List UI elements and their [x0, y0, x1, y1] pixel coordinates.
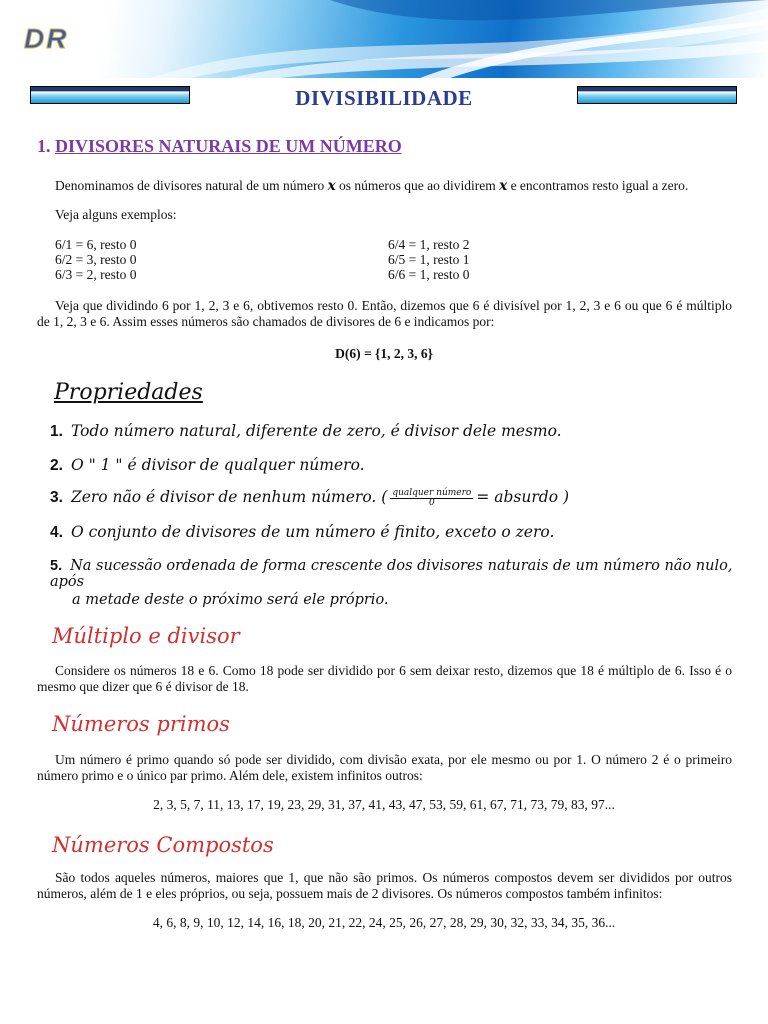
logo-subtitle: CIÊNCIAS EXATAS: [26, 53, 120, 60]
property-text: = absurdo ): [476, 488, 569, 506]
example-line: 6/2 = 3, resto 0: [55, 252, 137, 267]
compostos-heading: Números Compostos: [52, 833, 274, 857]
example-line: 6/6 = 1, resto 0: [388, 267, 470, 282]
property-text: O " 1 " é divisor de qualquer número.: [70, 456, 365, 474]
examples-label: Veja alguns exemplos:: [55, 207, 177, 222]
property-number: 4.: [50, 524, 63, 541]
intro-text-a: Denominamos de divisores natural de um número: [55, 178, 325, 193]
property-text: O conjunto de divisores de um número é finito, exceto o zero.: [70, 523, 555, 541]
fraction-denominator: 0: [428, 497, 435, 508]
property-item: [50, 558, 768, 590]
section-number: 1.: [37, 136, 51, 156]
property-number: 1.: [50, 423, 63, 440]
variable-x: x: [499, 178, 508, 194]
property-text: Zero não é divisor de nenhum número. (: [70, 488, 388, 506]
logo-letters: DR: [24, 23, 69, 54]
property-item: [50, 488, 569, 508]
section-heading: [37, 136, 402, 157]
fraction-numerator: qualquer número: [392, 487, 472, 498]
page-title: DIVISIBILIDADE: [295, 86, 473, 110]
property-number: 5.: [50, 558, 63, 574]
property-number: 3.: [50, 489, 63, 506]
examples-left: [55, 237, 136, 282]
logo: [24, 23, 128, 62]
example-line: 6/4 = 1, resto 2: [388, 237, 470, 252]
primos-heading: Números primos: [52, 712, 230, 736]
property-text: Na sucessão ordenada de forma crescente dos divisores naturais de um número não nulo, após: [50, 558, 733, 590]
primes-list: 2, 3, 5, 7, 11, 13, 17, 19, 23, 29, 31, 37, 41, 43, 47, 53, 59, 61, 67, 71, 73, 79, 83, 97...: [153, 797, 615, 812]
property-text-continued: a metade deste o próximo será ele próprio.: [72, 592, 389, 608]
fraction: [390, 489, 473, 508]
multiplo-paragraph: Considere os números 18 e 6. Como 18 pode ser dividido por 6 sem deixar resto, dizemos que 18 é múltiplo de 6. Isso é o mesmo que dizer que 6 é divisor de 18.: [37, 663, 732, 694]
example-line: 6/3 = 2, resto 0: [55, 267, 137, 282]
examples-right: [388, 237, 469, 282]
header-banner: [0, 0, 768, 78]
example-line: 6/5 = 1, resto 1: [388, 252, 470, 267]
property-item: [50, 523, 554, 542]
property-item: [50, 456, 365, 475]
property-text: Todo número natural, diferente de zero, é divisor dele mesmo.: [70, 422, 562, 440]
multiplo-heading: Múltiplo e divisor: [52, 624, 240, 648]
variable-x: x: [327, 178, 336, 194]
divisors-formula: D(6) = {1, 2, 3, 6}: [335, 346, 433, 361]
compostos-paragraph: São todos aqueles números, maiores que 1, que não são primos. Os números compostos devem ser divididos por outros números, além de 1 e eles próprios, ou seja, possuem mais de 2 divisores. Os números compostos também infinitos:: [37, 870, 732, 901]
intro-paragraph: [37, 178, 732, 194]
primos-paragraph: Um número é primo quando só pode ser dividido, com divisão exata, por ele mesmo ou por 1. O número 2 é o primeiro número primo e o único par primo. Além dele, existem infinitos outros:: [37, 752, 732, 783]
intro-text-b: os números que ao dividirem: [339, 178, 496, 193]
explain-paragraph: Veja que dividindo 6 por 1, 2, 3 e 6, obtivemos resto 0. Então, dizemos que 6 é divisível por 1, 2, 3 e 6 ou que 6 é múltiplo de 1, 2, 3 e 6. Assim esses números são chamados de divisores de 6 e indicamos por:: [37, 298, 732, 329]
composites-list: 4, 6, 8, 9, 10, 12, 14, 16, 18, 20, 21, 22, 24, 25, 26, 27, 28, 29, 30, 32, 33, 34, 35, 36...: [152, 915, 616, 930]
property-number: 2.: [50, 457, 63, 474]
intro-text-c: e encontramos resto igual a zero.: [510, 178, 689, 193]
property-item: [50, 422, 562, 441]
section-title: DIVISORES NATURAIS DE UM NÚMERO: [55, 136, 402, 156]
properties-heading: Propriedades: [54, 380, 203, 405]
example-line: 6/1 = 6, resto 0: [55, 237, 137, 252]
